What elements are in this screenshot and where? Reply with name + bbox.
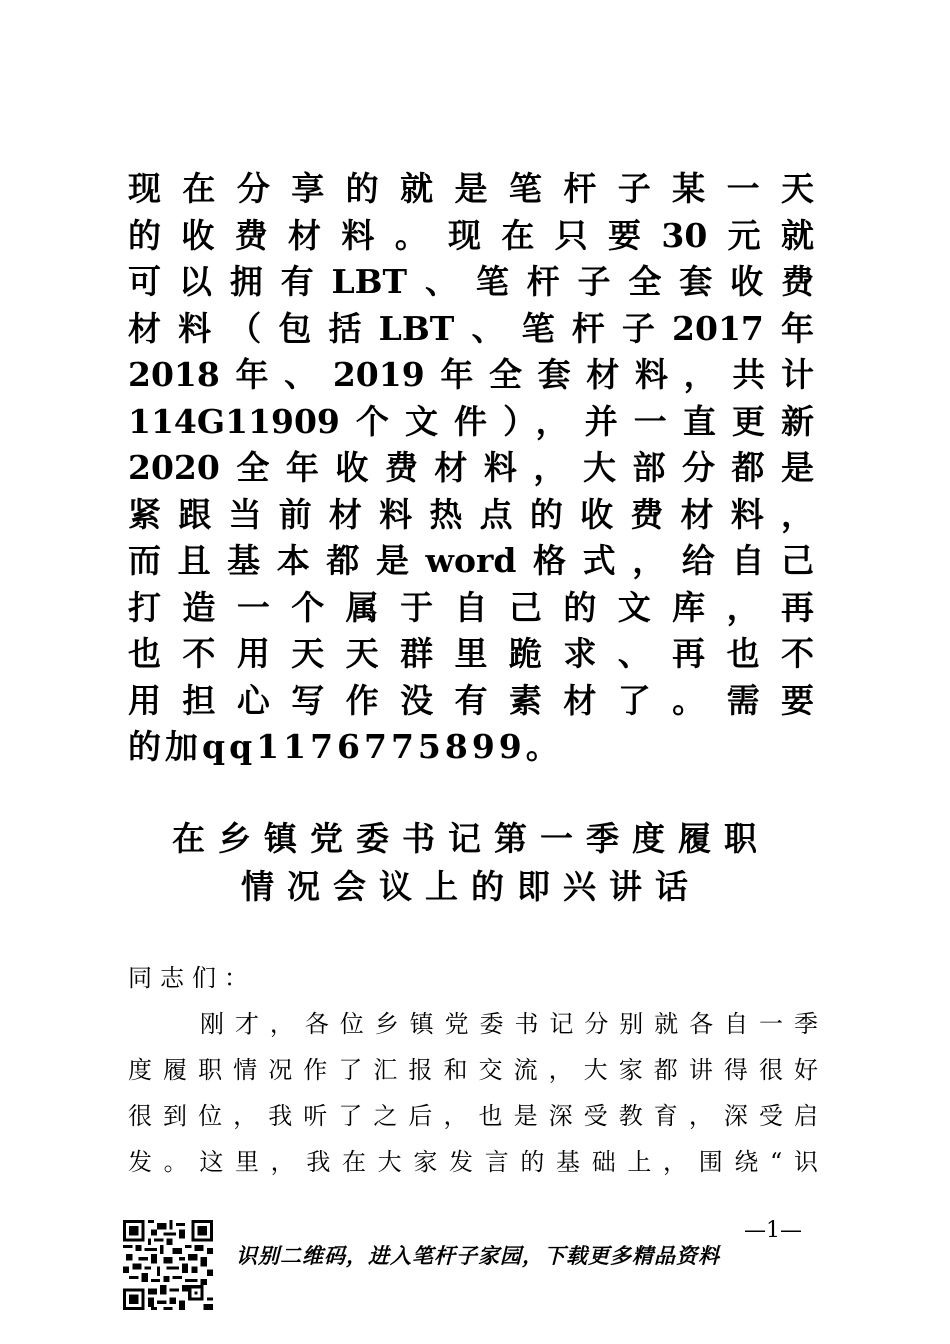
qr-code-icon: [123, 1220, 213, 1310]
speech-body: [128, 955, 818, 1185]
page-number: —1—: [744, 1218, 802, 1243]
qr-caption: 识别二维码，进入笔杆子家园，下载更多精品资料: [236, 1244, 720, 1268]
title-line-2: 情况会议上的即兴讲话: [241, 867, 701, 906]
promo-paragraph: [128, 166, 848, 771]
promo-line: 用担心写作没有素材了。需要: [128, 680, 814, 720]
document-title: [128, 815, 814, 911]
promo-line: 可以拥有LBT、笔杆子全套收费: [128, 262, 814, 301]
promo-line: 2020全年收费材料，大部分都是: [128, 448, 814, 487]
promo-line: 114G11909个文件），并一直更新: [128, 401, 814, 441]
salutation: 同志们：: [128, 964, 256, 992]
promo-line: 而且基本都是word格式，给自己: [128, 541, 814, 580]
body-line: 发。这里，我在大家发言的基础上，围绕“识: [128, 1148, 818, 1176]
promo-line: 材料（包括LBT、笔杆子2017年: [128, 308, 814, 348]
title-line-1: 在乡镇党委书记第一季度履职: [172, 819, 770, 858]
promo-line: 的收费材料。现在只要30元就: [128, 215, 814, 255]
promo-line: 的加qq1176775899。: [128, 727, 563, 766]
promo-line: 打造一个属于自己的文库，再: [128, 587, 814, 627]
body-line: 度履职情况作了汇报和交流，大家都讲得很好: [128, 1056, 818, 1084]
promo-line: 2018年、2019年全套材料，共计: [128, 355, 814, 394]
promo-line: 紧跟当前材料热点的收费材料，: [128, 494, 814, 534]
promo-line: 现在分享的就是笔杆子某一天: [128, 169, 814, 208]
promo-line: 也不用天天群里跪求、再也不: [128, 634, 814, 673]
body-line: 刚才，各位乡镇党委书记分别就各自一季: [200, 1010, 818, 1038]
body-line: 很到位，我听了之后，也是深受教育，深受启: [128, 1102, 818, 1130]
